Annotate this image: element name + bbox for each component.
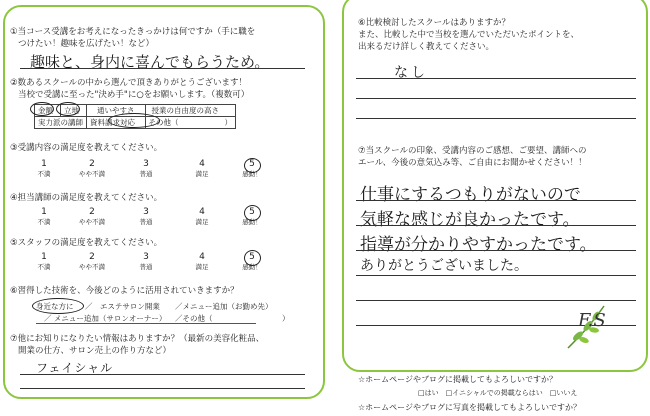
scale-option[interactable]: 1 不満: [37, 159, 51, 178]
option-other[interactable]: その他（ ）: [145, 117, 236, 129]
left-q7-text1: ⑦他にお知りになりたい情報はありますか？（最新の美容化粧品、: [10, 334, 265, 344]
option-location[interactable]: 立地: [61, 105, 87, 117]
left-q2-text2: 当校で受講に至った"決め手"に○をお願いします。（複数可）: [18, 90, 250, 100]
scale-option[interactable]: 2 やや不満: [79, 207, 105, 226]
left-q6-sep: ／: [85, 302, 93, 311]
left-q6-text: ⑥習得した技術を、今後どのように活用されていきますか？: [10, 286, 239, 296]
scale-option[interactable]: 3 普通: [139, 159, 153, 178]
right-q7-rule3: [356, 250, 636, 251]
scale-option[interactable]: 1 不満: [37, 252, 51, 271]
option-access[interactable]: 通いやすさ: [87, 105, 146, 117]
right-q7-text2: エール、今後の意気込み等、ご自由にお聞かせください！！: [358, 158, 587, 168]
left-q3-scale: [0, 159, 320, 185]
scale-option[interactable]: 5 感動！: [242, 159, 262, 178]
scale-option[interactable]: 2 やや不満: [79, 252, 105, 271]
scale-option[interactable]: 3 普通: [139, 207, 153, 226]
selected-circle: [244, 205, 261, 221]
right-q6-answer: なし: [394, 65, 428, 81]
left-q3-text: ③受講内容の満足度を教えてください。: [10, 143, 163, 153]
circle-price: [30, 102, 54, 116]
right-q6-rule: [356, 78, 636, 79]
scale-option[interactable]: 4 満足: [195, 159, 209, 178]
selected-circle: [244, 158, 261, 173]
left-q7-rule: [20, 374, 305, 375]
right-q7-text1: ⑦当スクールの印象、受講内容のご感想、ご要望、講師への: [358, 146, 587, 156]
circle-brochure: [108, 113, 160, 128]
right-q6-text1: ⑥比較検討したスクールはありますか？: [358, 18, 510, 28]
left-q5-text: ⑤スタッフの満足度を教えてください。: [10, 238, 163, 248]
left-q1-text1: ①当コース受講をお考えになったきっかけは何ですか（手に職を: [10, 27, 256, 37]
school-logo: [560, 296, 626, 356]
scale-option[interactable]: 5 感動！: [242, 252, 262, 271]
left-q1-text2: つけたい！趣味を広げたい！など）: [18, 39, 155, 49]
scale-option[interactable]: 3 普通: [139, 252, 153, 271]
scale-option[interactable]: 4 満足: [195, 207, 209, 226]
footer-line1-options[interactable]: □はい □イニシャルでの掲載ならはい □いいえ: [418, 389, 578, 397]
left-q6-opt-salon[interactable]: エステサロン開業: [100, 302, 160, 311]
right-q7-rule: [356, 200, 636, 201]
left-q4-text: ④担当講師の満足度を教えてください。: [10, 193, 163, 203]
right-q7-rule2: [356, 225, 636, 226]
option-price[interactable]: 金額: [35, 105, 61, 117]
left-q2-text1: ②数あるスクールの中から選んで頂きありがとうございます！: [10, 78, 247, 88]
logo-text: F.S: [578, 310, 606, 331]
right-q6-text3: 出来るだけ詳しく教えてください。: [358, 42, 495, 52]
footer-line1: ☆ホームページやブログに掲載してもよろしいですか？: [358, 375, 558, 384]
left-q6-opt-menu-owner[interactable]: ／ メニュー追加（サロンオーナー）: [44, 314, 167, 323]
left-q5-scale: [0, 252, 320, 278]
scale-option[interactable]: 2 やや不満: [79, 159, 105, 178]
footer-line2: ☆ホームページやブログに写真を掲載してもよろしいですか？: [358, 403, 582, 412]
left-q7-answer: フェイシャル: [36, 361, 114, 375]
left-q4-scale: [0, 207, 320, 233]
left-q6-opt-near[interactable]: 身近な方に: [36, 302, 74, 311]
left-q6-underline: [36, 323, 256, 324]
right-q7-answer-line3: 指導が分かりやすかったです。: [360, 235, 597, 255]
left-q6-opt-other[interactable]: ／その他（: [175, 314, 213, 323]
right-q6-rule3: [356, 118, 636, 119]
right-q7-answer-line4: ありがとうございました。: [360, 258, 528, 274]
option-flexibility[interactable]: 授業の自由度の高さ: [145, 105, 236, 117]
circle-near: [32, 298, 84, 314]
scale-option[interactable]: 1 不満: [37, 207, 51, 226]
scale-option[interactable]: 5 感動！: [242, 207, 262, 226]
left-q7-text2: 開業の仕方、サロン売上の作り方など）: [18, 346, 172, 356]
right-q6-text2: また、比較した中で当校を選んでいただいたポイントを、: [358, 30, 580, 40]
left-q6-opt-other-close: ）: [282, 314, 290, 323]
left-q1-rule: [20, 68, 305, 69]
left-q1-answer: 趣味と、身内に喜んでもらうため。: [30, 53, 270, 71]
left-q7-rule2: [20, 388, 305, 389]
right-q7-answer-line2: 気軽な感じが良かったです。: [360, 210, 580, 230]
option-brochure[interactable]: 資料請求対応: [87, 117, 146, 129]
right-q7-rule4: [356, 275, 636, 276]
option-instructor[interactable]: 実力派の講師: [35, 117, 87, 129]
left-q6-opt-menu-work[interactable]: ／メニュー追加（お勤め先）: [175, 302, 273, 311]
circle-location: [56, 102, 80, 116]
scale-option[interactable]: 4 満足: [195, 252, 209, 271]
right-q6-rule2: [356, 98, 636, 99]
selected-circle: [244, 250, 261, 266]
right-q7-answer-line1: 仕事にするつもりがないので: [360, 185, 581, 205]
